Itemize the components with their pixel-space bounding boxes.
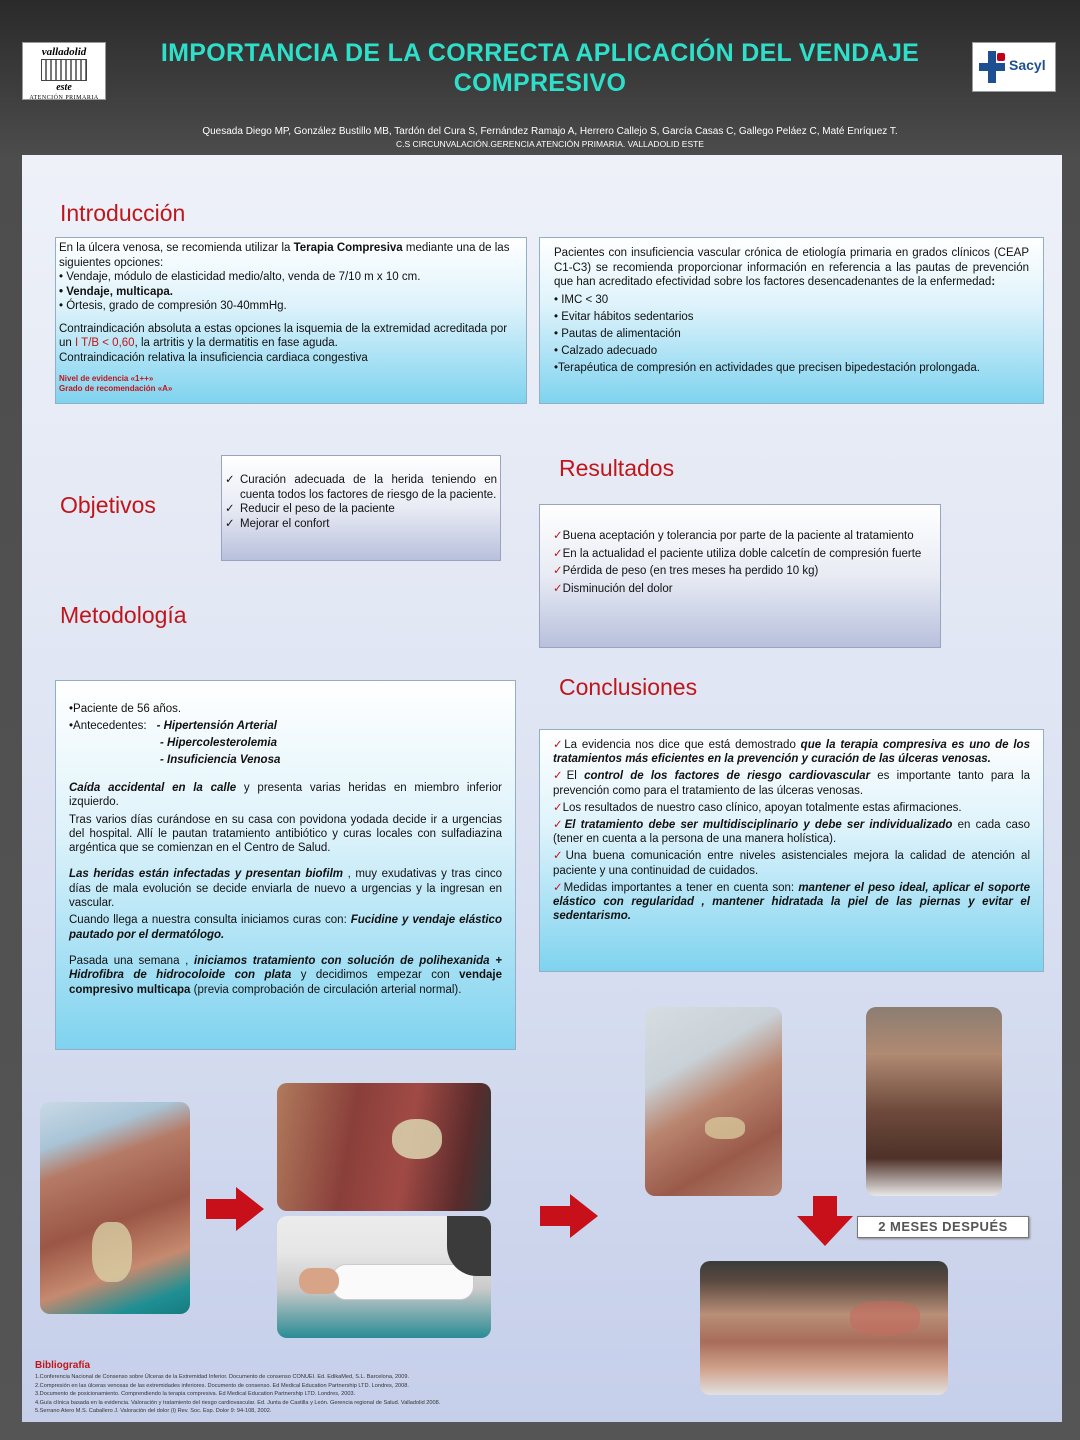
metodologia-box xyxy=(55,680,516,1050)
foot-photo-healing xyxy=(645,1007,782,1196)
two-months-label: 2 MESES DESPUÉS xyxy=(857,1216,1029,1238)
conclusion-2: ✓El control de los factores de riesgo cardiovascular es importante tanto para la prevención como para el tratamiento de las úlceras venosas. xyxy=(553,770,1031,797)
check-icon: ✓ xyxy=(553,547,563,560)
list-item: ✓Buena aceptación y tolerancia por parte de la paciente al tratamiento xyxy=(553,530,914,542)
reference-item: 1.Conferencia Nacional de Consenso sobre Úlceras de la Extremidad Inferior. Documento de consenso CONUEI. Ed. EdikaMed, S.L. Barcelona, 2009. xyxy=(35,1374,410,1380)
check-icon: ✓ xyxy=(553,739,565,751)
list-item: • Pautas de alimentación xyxy=(554,327,681,340)
foot-photo-top xyxy=(866,1007,1002,1196)
intro-paragraph-3: Contraindicación relativa la insuficiencia cardiaca congestiva xyxy=(59,351,368,364)
bibliografia-list xyxy=(35,1373,755,1416)
conclusion-6: ✓Medidas importantes a tener en cuenta son: mantener el peso ideal, aplicar el soporte elástico con regularidad , mantener hidratada la piel de las piernas y evitar el sedentarismo. xyxy=(553,881,1031,923)
metodologia-p1: Caída accidental en la calle y presenta varias heridas en miembro inferior izquierdo. xyxy=(69,782,503,809)
list-item: ✓ Mejorar el confort xyxy=(225,517,330,530)
objetivos-heading: Objetivos xyxy=(60,492,156,518)
metodologia-p2: Tras varios días curándose en su casa con povidona yodada decide ir a urgencias del hospital. Allí le pautan tratamiento antibiótico y curas locales con sulfadiazina argéntica que se comienzan en el Centro de Salud. xyxy=(69,813,502,855)
introduccion-right-box xyxy=(539,237,1044,404)
building-icon xyxy=(41,59,87,81)
check-icon: ✓ xyxy=(225,503,235,515)
metodologia-p5: Pasada una semana , iniciamos tratamiento con solución de polihexanida + Hidrofibra de hidrocoloide con plata y decidimos empezar con vendaje compresivo multicapa (previa comprobación de circulación arterial normal). xyxy=(69,954,502,996)
logo-text-valladolid: valladolid xyxy=(41,46,87,58)
intro-option-1: • Vendaje, módulo de elasticidad medio/alto, venda de 7/10 m x 10 cm. xyxy=(59,271,421,283)
conclusion-3: ✓Los resultados de nuestro caso clínico, apoyan totalmente estas afirmaciones. xyxy=(553,801,962,814)
objetivos-box xyxy=(221,455,501,561)
poster-title: IMPORTANCIA DE LA CORRECTA APLICACIÓN DEL VENDAJE COMPRESIVO xyxy=(160,39,920,97)
check-icon: ✓ xyxy=(553,819,565,832)
antecedente-3: - Insuficiencia Venosa xyxy=(160,754,281,766)
conclusion-5: ✓Una buena comunicación entre niveles asistenciales mejora la calidad de atención al paciente y una continuidad de cuidados. xyxy=(553,850,1030,877)
metodologia-heading: Metodología xyxy=(60,602,187,628)
check-icon: ✓ xyxy=(225,474,235,486)
logo-text-atencion: ATENCIÓN PRIMARIA xyxy=(29,95,99,101)
patient-age: •Paciente de 56 años. xyxy=(69,703,182,715)
bibliografia-heading: Bibliografía xyxy=(35,1360,91,1371)
grado-recomendacion: Grado de recomendación «A» xyxy=(59,384,173,393)
reference-item: 4.Guía clínica basada en la evidencia. Valoración y tratamiento del riesgo cardiovascular. Ed. Junta de Castilla y León. Gerencia regional de Salud. Valladolid 2008. xyxy=(35,1399,441,1406)
check-icon: ✓ xyxy=(225,517,235,530)
authors: Quesada Diego MP, González Bustillo MB, Tardón del Cura S, Fernández Ramajo A, Herrero Callejo S, García Casas C, Gallego Peláez C, Maté Enríquez T. xyxy=(202,126,898,137)
reference-item: 2.Compresión en las úlceras venosas de las extremidades inferiores. Documento de consenso. Ed Medical Education Partnership LTD. Londres, 2008. xyxy=(35,1382,409,1389)
intro-option-2: • Vendaje, multicapa. xyxy=(59,285,173,298)
introduccion-heading: Introducción xyxy=(60,200,186,226)
list-item: ✓En la actualidad el paciente utiliza doble calcetín de compresión fuerte xyxy=(553,547,922,560)
wound-photo-infected xyxy=(277,1083,491,1211)
arrow-down-icon xyxy=(797,1196,853,1246)
valladolid-este-logo xyxy=(22,42,106,100)
check-icon: ✓ xyxy=(553,881,564,894)
intro-paragraph-2: Contraindicación absoluta a estas opciones la isquemia de la extremidad acreditada por un I T/B < 0,60, la artritis y la dermatitis en fase aguda. xyxy=(59,322,508,349)
conclusiones-heading: Conclusiones xyxy=(559,674,698,700)
check-icon: ✓ xyxy=(553,565,563,577)
reference-item: 3.Documento de posicionamiento. Comprendiendo la terapia compresiva. Ed Medical Education Partnership LTD. Londres, 2003. xyxy=(35,1391,356,1397)
antecedentes: •Antecedentes: - Hipertensión Arterial xyxy=(69,720,277,732)
check-icon: ✓ xyxy=(553,770,567,783)
check-icon: ✓ xyxy=(553,582,563,595)
intro-right-list xyxy=(554,292,1029,377)
wound-photo-initial xyxy=(40,1102,190,1314)
resultados-heading: Resultados xyxy=(559,455,675,481)
cross-icon xyxy=(979,51,1005,83)
intro-paragraph-1: En la úlcera venosa, se recomienda utilizar la Terapia Compresiva mediante una de las siguientes opciones: xyxy=(59,242,510,269)
list-item: • IMC < 30 xyxy=(554,293,609,306)
check-icon: ✓ xyxy=(553,530,563,542)
intro-option-3: • Órtesis, grado de compresión 30-40mmHg. xyxy=(59,300,287,312)
list-item: ✓ Reducir el peso de la paciente xyxy=(225,503,395,515)
list-item: • Calzado adecuado xyxy=(554,344,658,357)
arrow-right-icon xyxy=(540,1194,600,1238)
metodologia-p3: Las heridas están infectadas y presentan biofilm , muy exudativas y tras cinco días de mala evolución se decide enviarla de nuevo a urgencias y la ingresan en vascular. xyxy=(69,868,502,910)
list-item: ✓ Curación adecuada de la herida teniendo en cuenta todos los factores de riesgo de la paciente. xyxy=(225,474,497,501)
conclusiones-box xyxy=(539,729,1044,972)
check-icon: ✓ xyxy=(553,801,563,814)
sacyl-logo xyxy=(972,42,1056,92)
arrow-right-icon xyxy=(206,1187,266,1231)
intro-right-paragraph: Pacientes con insuficiencia vascular crónica de etiología primaria en grados clínicos (CEAP C1-C3) se recomienda proporcionar información en referencia a las pautas de prevención que han acreditado efectividad sobre los factores desencadenantes de la enfermedad: xyxy=(554,247,1029,288)
metodologia-p4: Cuando llega a nuestra consulta iniciamos curas con: Fucidine y vendaje elástico pautado por el dermatólogo. xyxy=(69,914,502,941)
conclusion-4: ✓El tratamiento debe ser multidisciplinario y debe ser individualizado en cada caso (tener en cuenta a la persona de una manera holística). xyxy=(553,819,1030,846)
list-item: • Evitar hábitos sedentarios xyxy=(554,310,694,323)
reference-item: 5.Serrano Atero M.S. Caballero J. Valoración del dolor (I) Rev. Soc. Esp. Dolor 9: 94-108, 2002. xyxy=(35,1408,272,1414)
list-item: ✓Pérdida de peso (en tres meses ha perdido 10 kg) xyxy=(553,565,819,577)
list-item: •Terapéutica de compresión en actividades que precisen bipedestación prolongada. xyxy=(554,361,980,374)
bandage-photo xyxy=(277,1216,491,1338)
nivel-evidencia: Nivel de evidencia «1++» xyxy=(59,374,154,383)
affiliation: C.S CIRCUNVALACIÓN.GERENCIA ATENCIÓN PRIMARIA. VALLADOLID ESTE xyxy=(396,139,704,149)
conclusion-1: ✓La evidencia nos dice que está demostrado que la terapia compresiva es uno de los tratamientos más eficientes en la prevención y curación de las úlceras venosas. xyxy=(553,739,1030,766)
antecedente-2: - Hipercolesterolemia xyxy=(160,737,277,749)
check-icon: ✓ xyxy=(553,850,566,863)
sacyl-logo-text: Sacyl xyxy=(1009,57,1046,73)
logo-text-este: este xyxy=(56,82,72,93)
list-item: ✓Disminución del dolor xyxy=(553,582,673,595)
resultados-box xyxy=(539,504,941,648)
introduccion-left-box xyxy=(55,237,527,404)
